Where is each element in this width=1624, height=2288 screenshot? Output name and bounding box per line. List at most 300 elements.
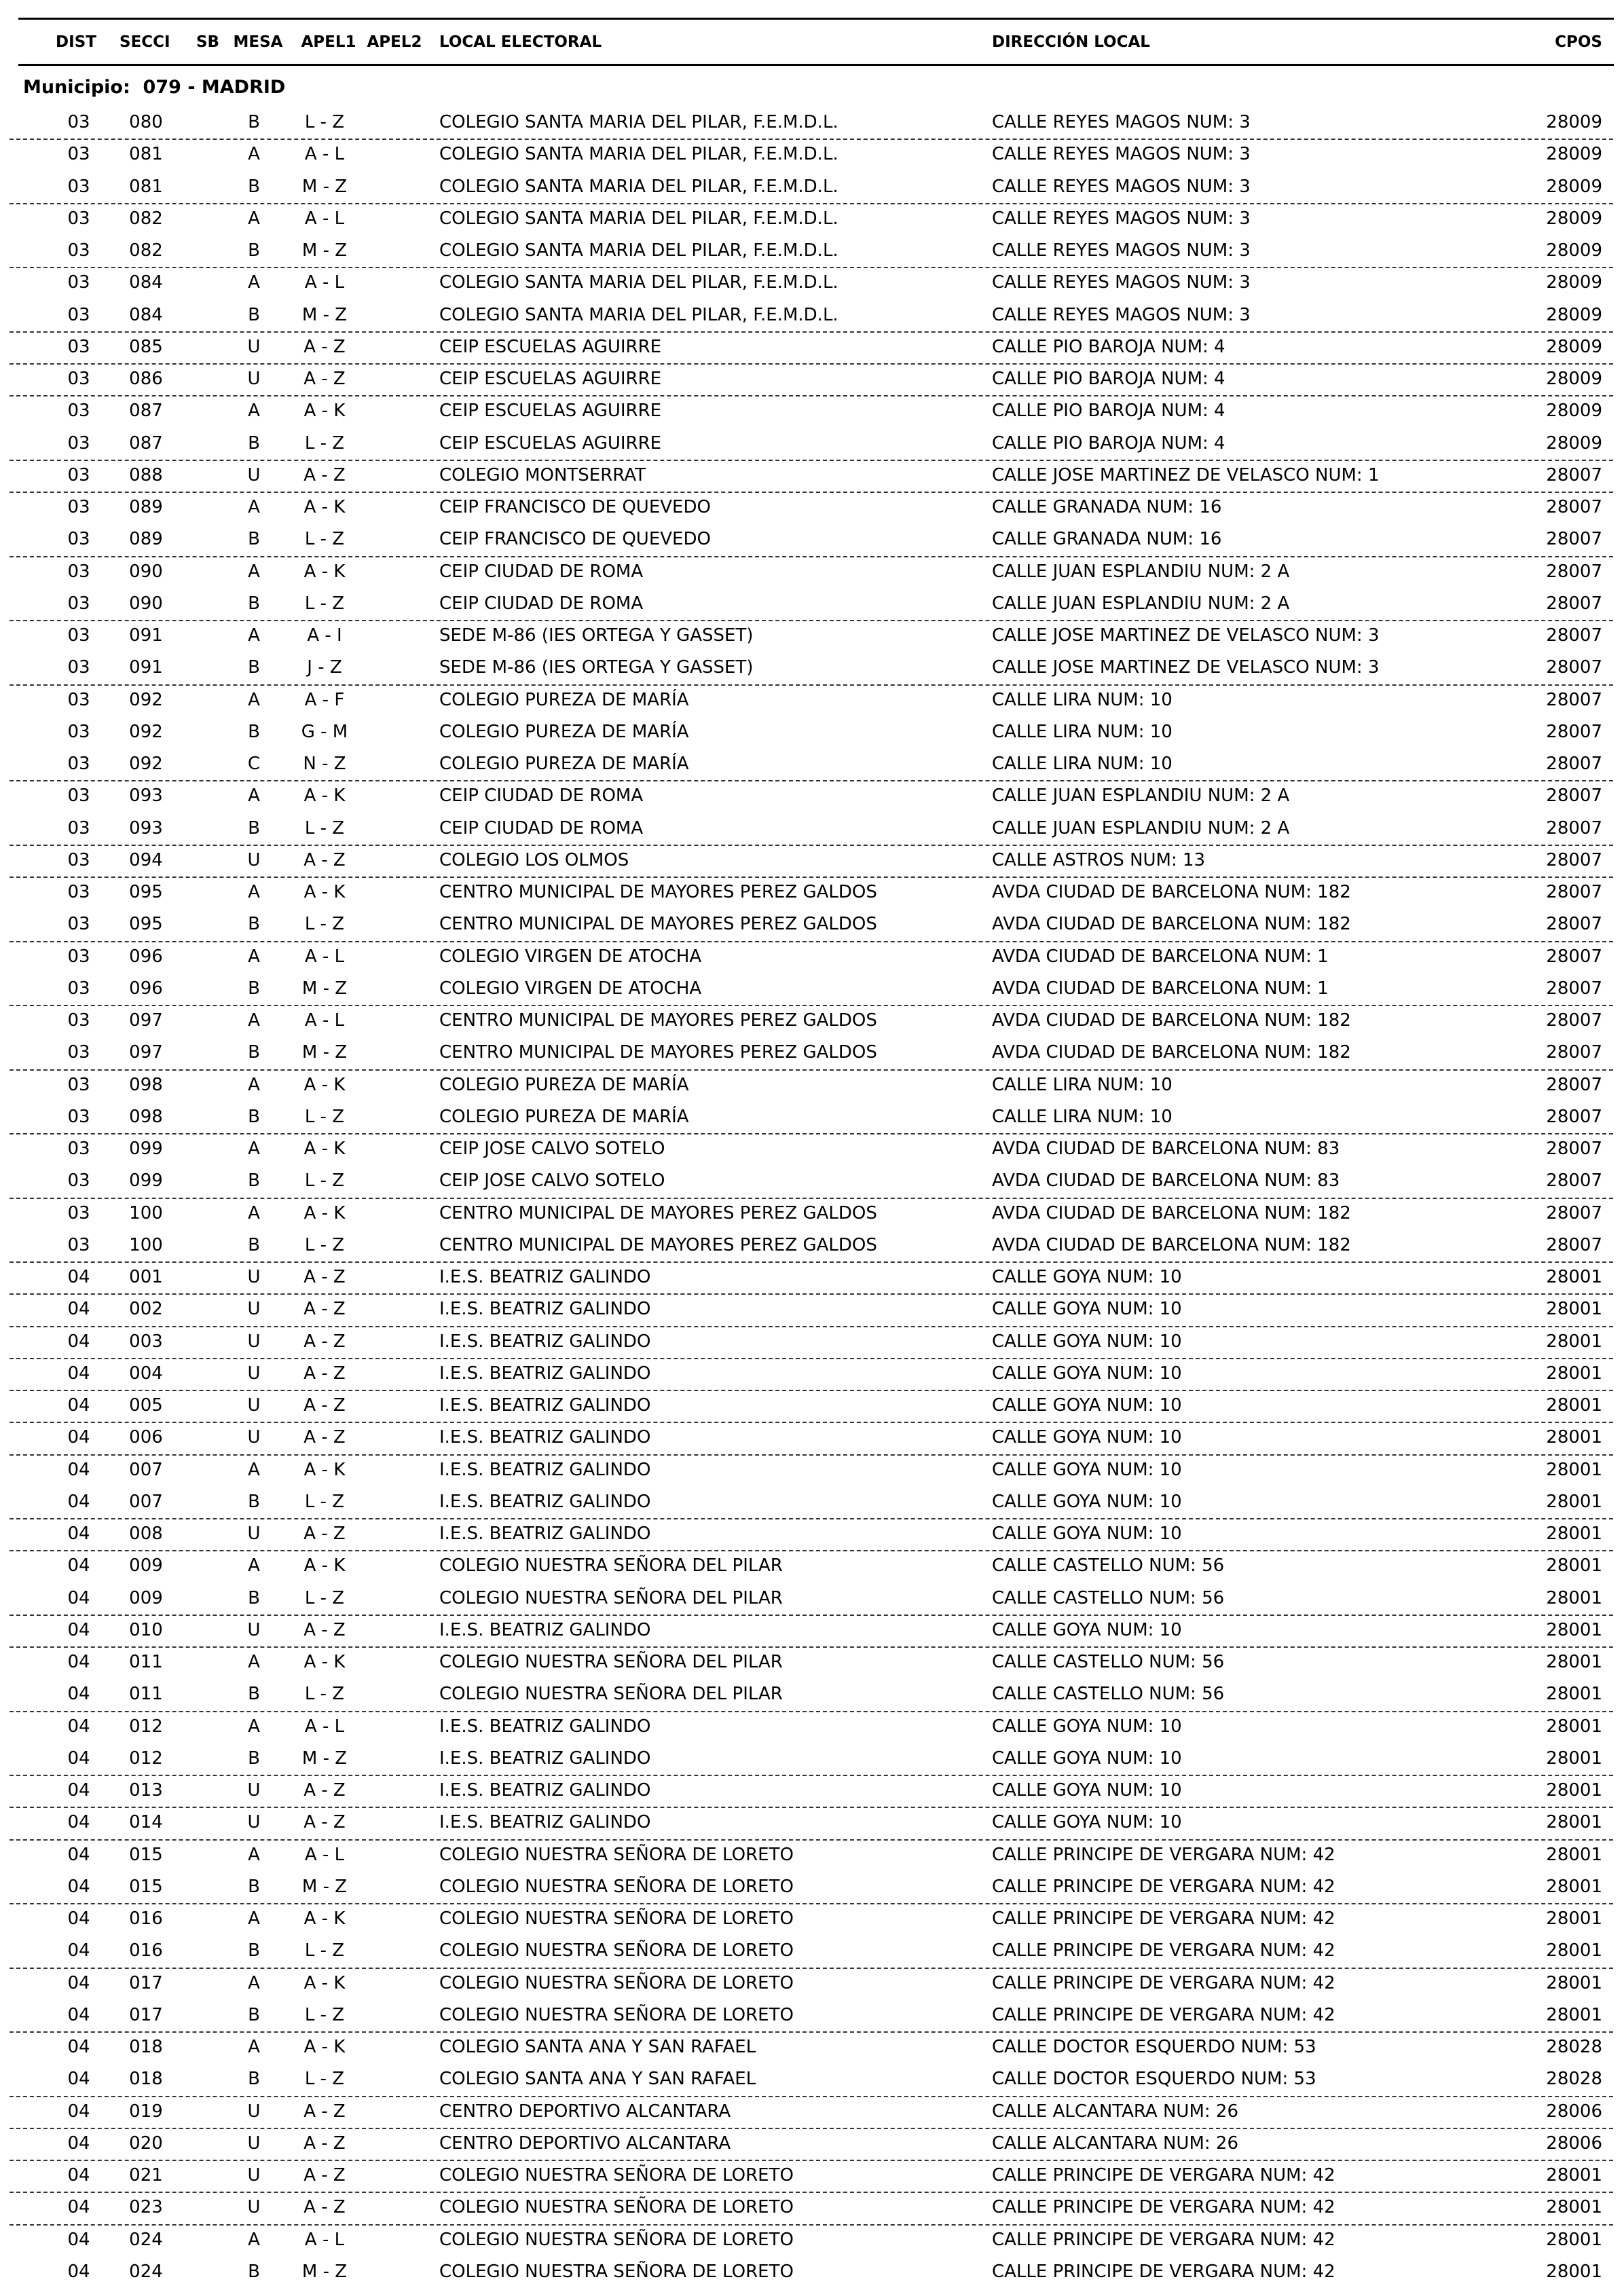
cell-mesa: U — [247, 2197, 261, 2218]
cell-apel1: M - Z — [301, 304, 348, 325]
cell-dist: 03 — [67, 144, 90, 165]
cell-cpos: 28007 — [1546, 689, 1602, 710]
cell-cpos: 28009 — [1546, 432, 1602, 454]
cell-apel1: A - Z — [303, 1395, 346, 1416]
table-row — [0, 1903, 1624, 1935]
cell-cpos: 28007 — [1546, 561, 1602, 582]
cell-dir: AVDA CIUDAD DE BARCELONA NUM: 182 — [992, 1234, 1351, 1255]
cell-secci: 013 — [129, 1780, 163, 1801]
cell-cpos: 28007 — [1546, 1234, 1602, 1255]
header-top-rule — [18, 18, 1614, 20]
cell-dist: 04 — [67, 2037, 90, 2057]
cell-secci: 098 — [129, 1106, 163, 1127]
table-row — [0, 1743, 1624, 1775]
table-row — [0, 1261, 1624, 1293]
cell-apel1: A - L — [304, 1010, 345, 1031]
cell-apel1: L - Z — [304, 1491, 345, 1512]
cell-local: COLEGIO NUESTRA SEÑORA DEL PILAR — [439, 1555, 783, 1576]
cell-secci: 017 — [129, 2004, 163, 2025]
cell-cpos: 28028 — [1546, 2037, 1602, 2057]
cell-local: COLEGIO SANTA MARIA DEL PILAR, F.E.M.D.L. — [439, 272, 838, 293]
cell-local: I.E.S. BEATRIZ GALINDO — [439, 1267, 651, 1287]
cell-cpos: 28007 — [1546, 978, 1602, 999]
cell-mesa: U — [247, 1812, 261, 1833]
cell-apel1: A - L — [304, 2229, 345, 2250]
table-row — [0, 1293, 1624, 1325]
cell-mesa: U — [247, 1524, 261, 1544]
cell-cpos: 28009 — [1546, 304, 1602, 325]
cell-secci: 082 — [129, 240, 163, 261]
cell-secci: 014 — [129, 1812, 163, 1833]
cell-apel1: A - Z — [303, 1780, 346, 1801]
cell-mesa: B — [248, 112, 260, 132]
cell-local: I.E.S. BEATRIZ GALINDO — [439, 1524, 651, 1544]
cell-cpos: 28001 — [1546, 1844, 1602, 1865]
cell-mesa: B — [248, 1170, 260, 1192]
cell-apel1: A - K — [303, 1202, 346, 1223]
cell-mesa: A — [248, 401, 260, 422]
cell-secci: 086 — [129, 369, 163, 389]
cell-secci: 093 — [129, 786, 163, 807]
cell-dir: CALLE ALCANTARA NUM: 26 — [992, 2101, 1238, 2122]
cell-dir: CALLE PRINCIPE DE VERGARA NUM: 42 — [992, 2197, 1335, 2218]
cell-mesa: A — [248, 1459, 260, 1480]
cell-apel1: A - Z — [303, 2133, 346, 2154]
cell-local: COLEGIO SANTA MARIA DEL PILAR, F.E.M.D.L. — [439, 208, 838, 229]
cell-local: SEDE M-86 (IES ORTEGA Y GASSET) — [439, 657, 754, 678]
table-row — [0, 1614, 1624, 1646]
cell-dist: 04 — [67, 1459, 90, 1480]
cell-secci: 100 — [129, 1234, 163, 1255]
cell-dist: 03 — [67, 1074, 90, 1095]
cell-dist: 04 — [67, 2069, 90, 2090]
cell-dir: CALLE REYES MAGOS NUM: 3 — [992, 240, 1251, 261]
cell-cpos: 28001 — [1546, 1812, 1602, 1833]
cell-local: CENTRO MUNICIPAL DE MAYORES PEREZ GALDOS — [439, 1010, 877, 1031]
cell-mesa: B — [248, 176, 260, 197]
cell-apel1: A - Z — [303, 849, 346, 870]
cell-dir: CALLE PRINCIPE DE VERGARA NUM: 42 — [992, 2261, 1335, 2282]
cell-apel1: A - Z — [303, 1524, 346, 1544]
cell-apel1: A - K — [303, 1555, 346, 1576]
cell-dist: 03 — [67, 240, 90, 261]
cell-mesa: B — [248, 2069, 260, 2090]
cell-secci: 084 — [129, 272, 163, 293]
cell-secci: 012 — [129, 1716, 163, 1737]
cell-dir: CALLE GRANADA NUM: 16 — [992, 529, 1222, 550]
cell-dist: 04 — [67, 1267, 90, 1287]
cell-dist: 03 — [67, 882, 90, 902]
cell-secci: 024 — [129, 2229, 163, 2250]
table-row — [0, 1486, 1624, 1518]
cell-dir: CALLE GOYA NUM: 10 — [992, 1427, 1182, 1448]
cell-cpos: 28001 — [1546, 1299, 1602, 1320]
cell-apel1: A - K — [303, 1459, 346, 1480]
cell-dir: CALLE GOYA NUM: 10 — [992, 1716, 1182, 1737]
cell-dist: 03 — [67, 593, 90, 614]
cell-dir: CALLE GOYA NUM: 10 — [992, 1491, 1182, 1512]
cell-cpos: 28007 — [1546, 593, 1602, 614]
cell-apel1: A - K — [303, 2037, 346, 2057]
col-header-sb: SB — [196, 33, 220, 51]
cell-dist: 04 — [67, 1940, 90, 1961]
cell-cpos: 28007 — [1546, 529, 1602, 550]
cell-local: I.E.S. BEATRIZ GALINDO — [439, 1299, 651, 1320]
cell-apel1: A - Z — [303, 1812, 346, 1833]
table-row — [0, 1230, 1624, 1261]
cell-cpos: 28001 — [1546, 1587, 1602, 1608]
cell-apel1: M - Z — [301, 1748, 348, 1769]
cell-local: COLEGIO PUREZA DE MARÍA — [439, 1074, 689, 1095]
cell-mesa: A — [248, 1139, 260, 1159]
table-row — [0, 1198, 1624, 1230]
table-row — [0, 1518, 1624, 1550]
cell-secci: 004 — [129, 1363, 163, 1384]
table-row — [0, 1358, 1624, 1390]
cell-cpos: 28001 — [1546, 2261, 1602, 2282]
table-row — [0, 620, 1624, 652]
cell-local: COLEGIO MONTSERRAT — [439, 464, 646, 485]
cell-local: CEIP ESCUELAS AGUIRRE — [439, 401, 662, 422]
cell-cpos: 28007 — [1546, 721, 1602, 742]
cell-dir: CALLE LIRA NUM: 10 — [992, 721, 1173, 742]
cell-secci: 092 — [129, 689, 163, 710]
cell-cpos: 28007 — [1546, 786, 1602, 807]
cell-local: I.E.S. BEATRIZ GALINDO — [439, 1748, 651, 1769]
cell-local: CENTRO MUNICIPAL DE MAYORES PEREZ GALDOS — [439, 1202, 877, 1223]
cell-dist: 03 — [67, 1106, 90, 1127]
table-row — [0, 267, 1624, 299]
table-row — [0, 1775, 1624, 1807]
cell-dir: CALLE PRINCIPE DE VERGARA NUM: 42 — [992, 2229, 1335, 2250]
cell-secci: 091 — [129, 625, 163, 646]
cell-cpos: 28001 — [1546, 1331, 1602, 1352]
cell-secci: 020 — [129, 2133, 163, 2154]
cell-local: COLEGIO PUREZA DE MARÍA — [439, 1106, 689, 1127]
table-row — [0, 1133, 1624, 1165]
cell-secci: 018 — [129, 2069, 163, 2090]
cell-cpos: 28001 — [1546, 1395, 1602, 1416]
table-row — [0, 780, 1624, 812]
table-row — [0, 1165, 1624, 1197]
cell-dir: AVDA CIUDAD DE BARCELONA NUM: 182 — [992, 914, 1351, 935]
cell-dir: CALLE PIO BAROJA NUM: 4 — [992, 369, 1225, 389]
cell-mesa: B — [248, 914, 260, 935]
cell-apel1: A - K — [303, 786, 346, 807]
cell-cpos: 28007 — [1546, 754, 1602, 774]
cell-dir: CALLE JOSE MARTINEZ DE VELASCO NUM: 3 — [992, 657, 1380, 678]
cell-apel1: A - K — [303, 1908, 346, 1929]
cell-mesa: A — [248, 1202, 260, 1223]
cell-secci: 087 — [129, 401, 163, 422]
cell-secci: 092 — [129, 721, 163, 742]
cell-cpos: 28007 — [1546, 1170, 1602, 1192]
cell-cpos: 28001 — [1546, 2229, 1602, 2250]
cell-cpos: 28006 — [1546, 2133, 1602, 2154]
cell-apel1: L - Z — [304, 1684, 345, 1705]
cell-dir: AVDA CIUDAD DE BARCELONA NUM: 83 — [992, 1139, 1340, 1159]
cell-secci: 091 — [129, 657, 163, 678]
table-row — [0, 1678, 1624, 1710]
cell-dist: 03 — [67, 754, 90, 774]
cell-local: COLEGIO NUESTRA SEÑORA DE LORETO — [439, 2229, 794, 2250]
cell-dist: 04 — [67, 1555, 90, 1576]
cell-apel1: L - Z — [304, 1940, 345, 1961]
cell-mesa: A — [248, 208, 260, 229]
cell-local: COLEGIO SANTA MARIA DEL PILAR, F.E.M.D.L. — [439, 144, 838, 165]
cell-apel1: A - K — [303, 1139, 346, 1159]
cell-cpos: 28001 — [1546, 1780, 1602, 1801]
cell-dist: 04 — [67, 1684, 90, 1705]
cell-local: I.E.S. BEATRIZ GALINDO — [439, 1459, 651, 1480]
cell-cpos: 28009 — [1546, 240, 1602, 261]
cell-dist: 03 — [67, 208, 90, 229]
cell-cpos: 28007 — [1546, 849, 1602, 870]
cell-cpos: 28007 — [1546, 1106, 1602, 1127]
cell-mesa: B — [248, 1940, 260, 1961]
cell-cpos: 28009 — [1546, 144, 1602, 165]
cell-cpos: 28009 — [1546, 369, 1602, 389]
cell-dist: 03 — [67, 1042, 90, 1063]
cell-cpos: 28001 — [1546, 1684, 1602, 1705]
cell-cpos: 28001 — [1546, 1972, 1602, 1993]
cell-local: I.E.S. BEATRIZ GALINDO — [439, 1363, 651, 1384]
cell-cpos: 28009 — [1546, 176, 1602, 197]
cell-secci: 081 — [129, 176, 163, 197]
cell-dist: 04 — [67, 1876, 90, 1897]
cell-apel1: L - Z — [304, 529, 345, 550]
municipio-heading: Municipio: 079 - MADRID — [23, 77, 286, 98]
table-row — [0, 2096, 1624, 2128]
cell-local: I.E.S. BEATRIZ GALINDO — [439, 1427, 651, 1448]
cell-apel1: A - L — [304, 272, 345, 293]
cell-dist: 04 — [67, 1331, 90, 1352]
cell-secci: 092 — [129, 754, 163, 774]
cell-apel1: A - K — [303, 1074, 346, 1095]
cell-local: COLEGIO NUESTRA SEÑORA DE LORETO — [439, 1844, 794, 1865]
cell-mesa: A — [248, 1844, 260, 1865]
cell-local: CEIP FRANCISCO DE QUEVEDO — [439, 497, 711, 517]
cell-mesa: A — [248, 144, 260, 165]
cell-dist: 03 — [67, 1010, 90, 1031]
table-row — [0, 1326, 1624, 1358]
cell-cpos: 28001 — [1546, 1524, 1602, 1544]
cell-dist: 03 — [67, 272, 90, 293]
cell-secci: 087 — [129, 432, 163, 454]
cell-apel1: A - I — [307, 625, 342, 646]
cell-apel1: L - Z — [304, 112, 345, 132]
cell-cpos: 28001 — [1546, 1619, 1602, 1640]
cell-dir: CALLE LIRA NUM: 10 — [992, 1074, 1173, 1095]
cell-apel1: A - L — [304, 208, 345, 229]
cell-dist: 04 — [67, 1812, 90, 1833]
cell-dist: 03 — [67, 914, 90, 935]
cell-secci: 008 — [129, 1524, 163, 1544]
cell-cpos: 28007 — [1546, 882, 1602, 902]
table-row — [0, 813, 1624, 845]
cell-mesa: U — [247, 464, 261, 485]
table-row — [0, 363, 1624, 395]
cell-secci: 082 — [129, 208, 163, 229]
cell-dist: 03 — [67, 497, 90, 517]
cell-dist: 04 — [67, 1491, 90, 1512]
cell-local: COLEGIO NUESTRA SEÑORA DE LORETO — [439, 1908, 794, 1929]
cell-secci: 081 — [129, 144, 163, 165]
header-bottom-rule — [18, 64, 1614, 66]
cell-secci: 095 — [129, 914, 163, 935]
cell-secci: 100 — [129, 1202, 163, 1223]
cell-secci: 094 — [129, 849, 163, 870]
cell-secci: 012 — [129, 1748, 163, 1769]
cell-dist: 03 — [67, 432, 90, 454]
cell-dist: 03 — [67, 849, 90, 870]
cell-dir: CALLE CASTELLO NUM: 56 — [992, 1652, 1225, 1672]
cell-mesa: B — [248, 1106, 260, 1127]
cell-dist: 04 — [67, 1395, 90, 1416]
cell-dist: 03 — [67, 1234, 90, 1255]
cell-dir: CALLE JUAN ESPLANDIU NUM: 2 A — [992, 786, 1290, 807]
table-row — [0, 684, 1624, 716]
table-row — [0, 1069, 1624, 1101]
table-row — [0, 1390, 1624, 1422]
cell-local: COLEGIO VIRGEN DE ATOCHA — [439, 946, 702, 967]
cell-dist: 03 — [67, 464, 90, 485]
table-row — [0, 235, 1624, 267]
table-row — [0, 1454, 1624, 1486]
table-row — [0, 1550, 1624, 1582]
cell-dir: AVDA CIUDAD DE BARCELONA NUM: 83 — [992, 1170, 1340, 1192]
cell-local: CEIP ESCUELAS AGUIRRE — [439, 369, 662, 389]
cell-dir: CALLE CASTELLO NUM: 56 — [992, 1555, 1225, 1576]
cell-dist: 04 — [67, 1844, 90, 1865]
cell-mesa: U — [247, 2133, 261, 2154]
cell-secci: 017 — [129, 1972, 163, 1993]
cell-apel1: A - K — [303, 1652, 346, 1672]
cell-secci: 096 — [129, 946, 163, 967]
cell-dir: CALLE PRINCIPE DE VERGARA NUM: 42 — [992, 1940, 1335, 1961]
cell-apel1: M - Z — [301, 978, 348, 999]
col-header-dist: DIST — [56, 33, 96, 51]
cell-dist: 03 — [67, 336, 90, 357]
cell-dist: 04 — [67, 1652, 90, 1672]
cell-mesa: U — [247, 849, 261, 870]
cell-dir: CALLE DOCTOR ESQUERDO NUM: 53 — [992, 2037, 1316, 2057]
table-row — [0, 908, 1624, 940]
cell-dir: CALLE GOYA NUM: 10 — [992, 1619, 1182, 1640]
cell-apel1: A - K — [303, 401, 346, 422]
cell-dist: 03 — [67, 1170, 90, 1192]
cell-dist: 03 — [67, 946, 90, 967]
cell-apel1: A - Z — [303, 1299, 346, 1320]
cell-mesa: U — [247, 2101, 261, 2122]
cell-mesa: B — [248, 1042, 260, 1063]
cell-cpos: 28009 — [1546, 336, 1602, 357]
cell-dir: CALLE GOYA NUM: 10 — [992, 1812, 1182, 1833]
table-row — [0, 395, 1624, 427]
cell-mesa: B — [248, 2261, 260, 2282]
cell-dist: 04 — [67, 1716, 90, 1737]
cell-dist: 03 — [67, 176, 90, 197]
cell-dist: 04 — [67, 1427, 90, 1448]
table-row — [0, 492, 1624, 523]
col-header-mesa: MESA — [233, 33, 283, 51]
cell-dir: CALLE CASTELLO NUM: 56 — [992, 1587, 1225, 1608]
cell-dir: CALLE PIO BAROJA NUM: 4 — [992, 432, 1225, 454]
cell-apel1: A - L — [304, 1844, 345, 1865]
cell-dir: CALLE REYES MAGOS NUM: 3 — [992, 112, 1251, 132]
cell-local: COLEGIO PUREZA DE MARÍA — [439, 754, 689, 774]
cell-mesa: A — [248, 2229, 260, 2250]
col-header-cpos: CPOS — [1555, 33, 1602, 51]
cell-dir: CALLE GOYA NUM: 10 — [992, 1363, 1182, 1384]
cell-secci: 009 — [129, 1555, 163, 1576]
cell-secci: 007 — [129, 1491, 163, 1512]
cell-local: CEIP ESCUELAS AGUIRRE — [439, 336, 662, 357]
cell-secci: 007 — [129, 1459, 163, 1480]
cell-local: CENTRO MUNICIPAL DE MAYORES PEREZ GALDOS — [439, 1042, 877, 1063]
table-row — [0, 1839, 1624, 1871]
cell-apel1: L - Z — [304, 432, 345, 454]
cell-secci: 085 — [129, 336, 163, 357]
cell-dir: AVDA CIUDAD DE BARCELONA NUM: 182 — [992, 1042, 1351, 1063]
table-row — [0, 331, 1624, 363]
cell-local: COLEGIO NUESTRA SEÑORA DE LORETO — [439, 2165, 794, 2185]
cell-mesa: B — [248, 1684, 260, 1705]
table-row — [0, 139, 1624, 170]
table-row — [0, 1807, 1624, 1839]
table-row — [0, 1999, 1624, 2031]
cell-local: COLEGIO VIRGEN DE ATOCHA — [439, 978, 702, 999]
cell-dist: 03 — [67, 689, 90, 710]
cell-apel1: L - Z — [304, 593, 345, 614]
cell-local: COLEGIO NUESTRA SEÑORA DE LORETO — [439, 1972, 794, 1993]
cell-mesa: U — [247, 1331, 261, 1352]
cell-dir: CALLE LIRA NUM: 10 — [992, 1106, 1173, 1127]
table-row — [0, 171, 1624, 203]
cell-cpos: 28007 — [1546, 1042, 1602, 1063]
cell-apel1: A - Z — [303, 1619, 346, 1640]
table-row — [0, 941, 1624, 973]
cell-mesa: B — [248, 1748, 260, 1769]
cell-apel1: A - K — [303, 497, 346, 517]
cell-mesa: B — [248, 1876, 260, 1897]
cell-apel1: G - M — [301, 721, 348, 742]
cell-dist: 03 — [67, 304, 90, 325]
cell-local: SEDE M-86 (IES ORTEGA Y GASSET) — [439, 625, 754, 646]
cell-secci: 090 — [129, 593, 163, 614]
table-row — [0, 2031, 1624, 2063]
table-row — [0, 1871, 1624, 1903]
cell-apel1: A - L — [304, 1716, 345, 1737]
cell-mesa: A — [248, 1908, 260, 1929]
cell-mesa: A — [248, 1716, 260, 1737]
cell-dist: 04 — [67, 1908, 90, 1929]
cell-apel1: L - Z — [304, 2069, 345, 2090]
cell-dir: CALLE REYES MAGOS NUM: 3 — [992, 272, 1251, 293]
table-row — [0, 428, 1624, 460]
cell-mesa: A — [248, 497, 260, 517]
cell-dir: CALLE GOYA NUM: 10 — [992, 1524, 1182, 1544]
col-header-apel1: APEL1 — [301, 33, 356, 51]
cell-cpos: 28007 — [1546, 464, 1602, 485]
cell-cpos: 28001 — [1546, 2004, 1602, 2025]
cell-mesa: A — [248, 786, 260, 807]
table-row — [0, 716, 1624, 748]
cell-dist: 03 — [67, 401, 90, 422]
cell-secci: 093 — [129, 817, 163, 838]
cell-secci: 003 — [129, 1331, 163, 1352]
cell-cpos: 28001 — [1546, 1876, 1602, 1897]
